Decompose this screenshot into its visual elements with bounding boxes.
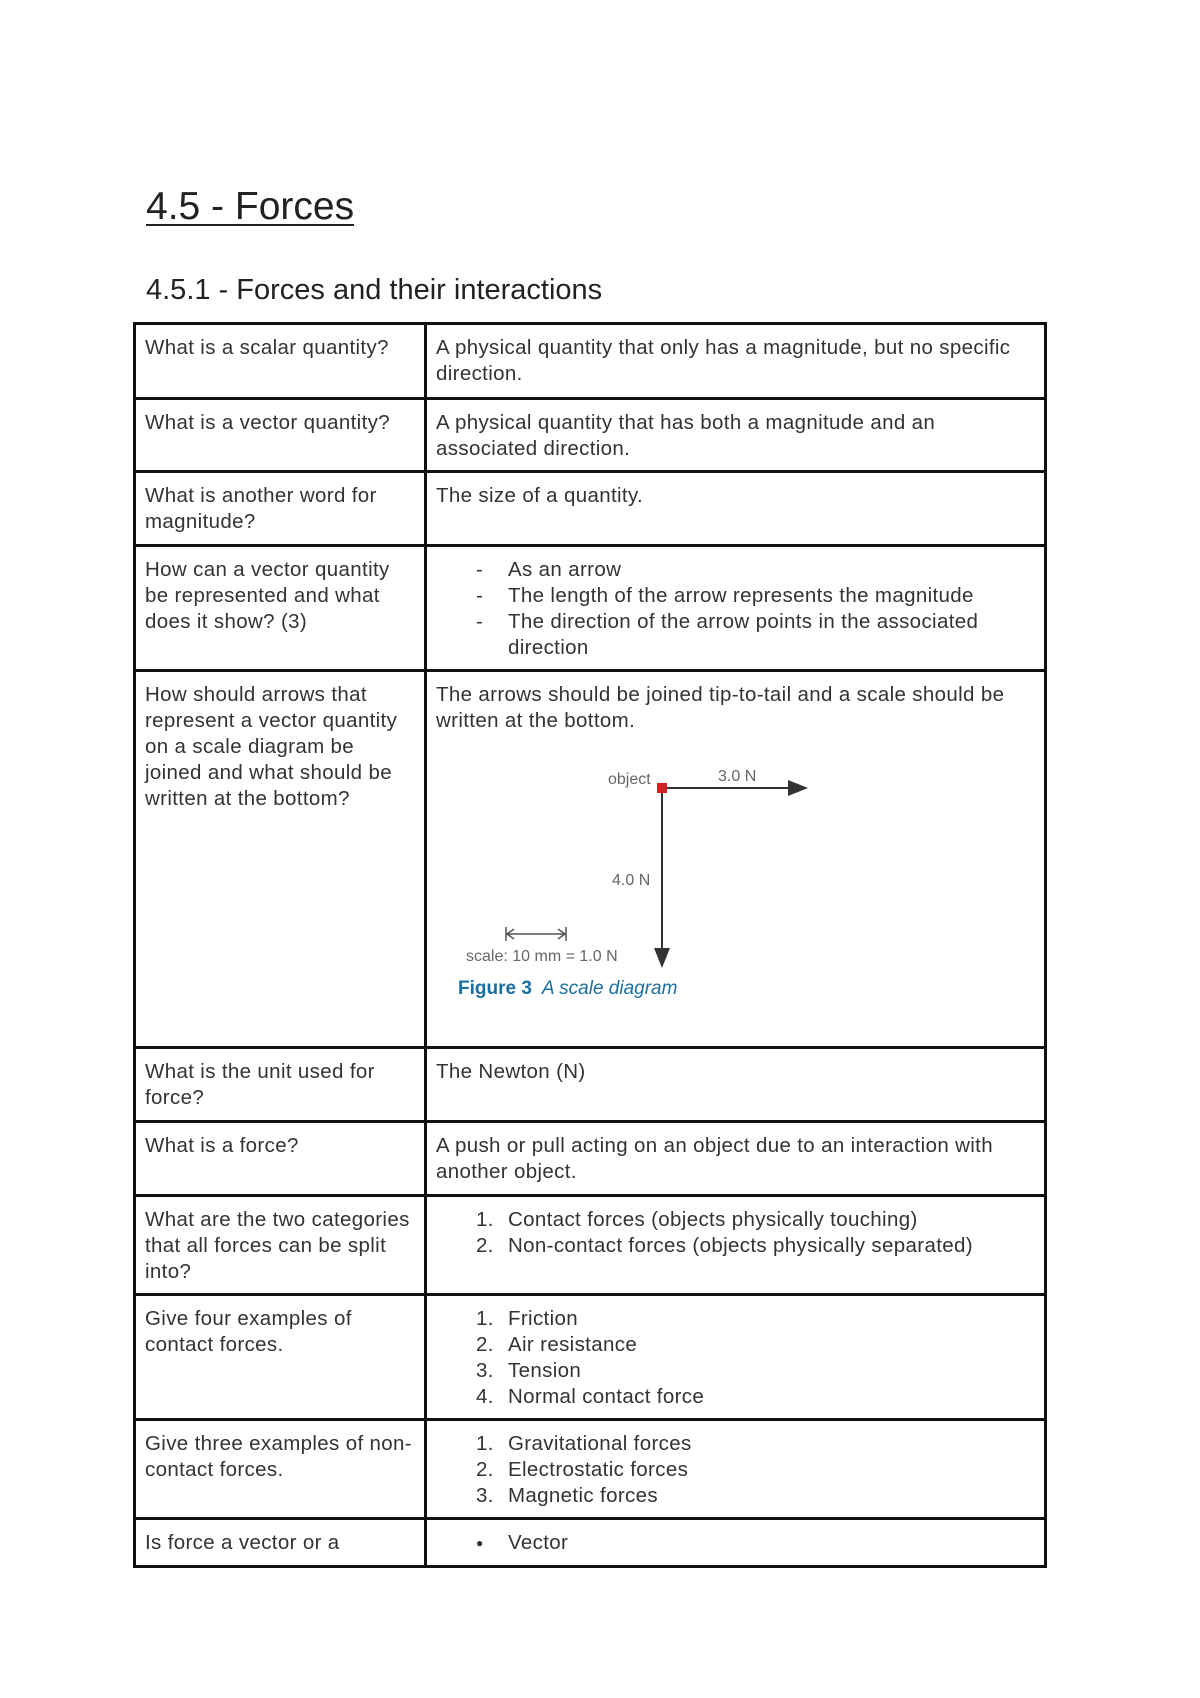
list-item-text: Air resistance <box>508 1333 638 1356</box>
number-marker: 2. <box>476 1234 494 1257</box>
number-marker: 4. <box>476 1385 494 1408</box>
scale-diagram <box>436 738 1035 1038</box>
list-item-text: Electrostatic forces <box>508 1458 689 1481</box>
list-item <box>436 1530 1035 1556</box>
list-item-text: Magnetic forces <box>508 1484 658 1507</box>
list-item <box>436 1306 1035 1332</box>
list-item <box>436 1457 1035 1483</box>
list-item <box>436 1483 1035 1509</box>
question-cell: Give four examples of contact forces. <box>135 1295 426 1420</box>
list-item-text: Tension <box>508 1359 582 1382</box>
list-item <box>436 1384 1035 1410</box>
list-item <box>436 583 1035 609</box>
dash-marker: - <box>476 584 484 607</box>
answer-cell: A physical quantity that has both a magnitude and an associated direction. <box>426 399 1046 472</box>
bullet-marker: ● <box>476 1536 484 1550</box>
bullet-list <box>436 1530 1035 1556</box>
list-item <box>436 1431 1035 1457</box>
page-title: 4.5 - Forces <box>146 185 355 228</box>
answer-cell <box>426 1295 1046 1420</box>
question-cell: What is another word for magnitude? <box>135 472 426 546</box>
question-cell: How can a vector quantity be represented and what does it show? (3) <box>135 546 426 671</box>
table-row <box>135 1048 1046 1122</box>
question-cell: Give three examples of non-contact forces. <box>135 1420 426 1519</box>
list-item-text: As an arrow <box>508 558 622 581</box>
section-subtitle: 4.5.1 - Forces and their interactions <box>146 274 603 306</box>
question-cell: Is force a vector or a <box>135 1519 426 1567</box>
list-item <box>436 557 1035 583</box>
list-item <box>436 1358 1035 1384</box>
dash-marker: - <box>476 610 484 633</box>
figure-number: Figure 3 <box>458 978 532 999</box>
answer-cell <box>426 1196 1046 1295</box>
table-row <box>135 1122 1046 1196</box>
question-cell: What is a force? <box>135 1122 426 1196</box>
table-row <box>135 1295 1046 1420</box>
answer-cell: A physical quantity that only has a magnitude, but no specific direction. <box>426 324 1046 399</box>
list-item <box>436 609 1035 661</box>
list-item-text: Normal contact force <box>508 1385 705 1408</box>
answer-cell <box>426 1519 1046 1567</box>
list-item-text: Vector <box>508 1531 569 1554</box>
answer-cell: The Newton (N) <box>426 1048 1046 1122</box>
list-item-text: Gravitational forces <box>508 1432 692 1455</box>
table-row <box>135 1420 1046 1519</box>
object-label: object <box>608 771 651 788</box>
horizontal-force-label: 3.0 N <box>718 768 757 785</box>
number-marker: 1. <box>476 1432 494 1455</box>
question-cell: What is a scalar quantity? <box>135 324 426 399</box>
list-item-text: Contact forces (objects physically touching) <box>508 1208 918 1231</box>
table-row <box>135 1196 1046 1295</box>
scale-label: scale: 10 mm = 1.0 N <box>466 948 618 965</box>
number-marker: 2. <box>476 1458 494 1481</box>
table-row <box>135 546 1046 671</box>
numbered-list <box>436 1431 1035 1509</box>
table-row <box>135 671 1046 1048</box>
number-marker: 2. <box>476 1333 494 1356</box>
answer-cell: The size of a quantity. <box>426 472 1046 546</box>
answer-cell <box>426 671 1046 1048</box>
number-marker: 3. <box>476 1359 494 1382</box>
object-marker <box>657 783 667 793</box>
answer-cell <box>426 546 1046 671</box>
list-item <box>436 1332 1035 1358</box>
dash-list <box>436 557 1035 661</box>
question-cell: What are the two categories that all forces can be split into? <box>135 1196 426 1295</box>
list-item-text: Friction <box>508 1307 579 1330</box>
table-row <box>135 399 1046 472</box>
numbered-list <box>436 1306 1035 1410</box>
number-marker: 3. <box>476 1484 494 1507</box>
qa-table <box>133 322 1047 1568</box>
answer-text: The arrows should be joined tip-to-tail and a scale should be written at the bottom. <box>436 683 1005 732</box>
question-cell: What is a vector quantity? <box>135 399 426 472</box>
figure-caption <box>458 976 677 1002</box>
list-item-text: The length of the arrow represents the magnitude <box>508 584 974 607</box>
dash-marker: - <box>476 558 484 581</box>
table-row <box>135 1519 1046 1567</box>
table-row <box>135 472 1046 546</box>
list-item <box>436 1207 1035 1233</box>
answer-cell: A push or pull acting on an object due to an interaction with another object. <box>426 1122 1046 1196</box>
list-item-text: The direction of the arrow points in the associated direction <box>508 610 979 659</box>
number-marker: 1. <box>476 1307 494 1330</box>
question-cell: What is the unit used for force? <box>135 1048 426 1122</box>
list-item-text: Non-contact forces (objects physically separated) <box>508 1234 973 1257</box>
vertical-force-label: 4.0 N <box>612 872 651 889</box>
numbered-list <box>436 1207 1035 1259</box>
figure-title: A scale diagram <box>541 978 678 999</box>
question-cell: How should arrows that represent a vector quantity on a scale diagram be joined and what should be written at the bottom? <box>135 671 426 1048</box>
number-marker: 1. <box>476 1208 494 1231</box>
list-item <box>436 1233 1035 1259</box>
answer-cell <box>426 1420 1046 1519</box>
table-row <box>135 324 1046 399</box>
